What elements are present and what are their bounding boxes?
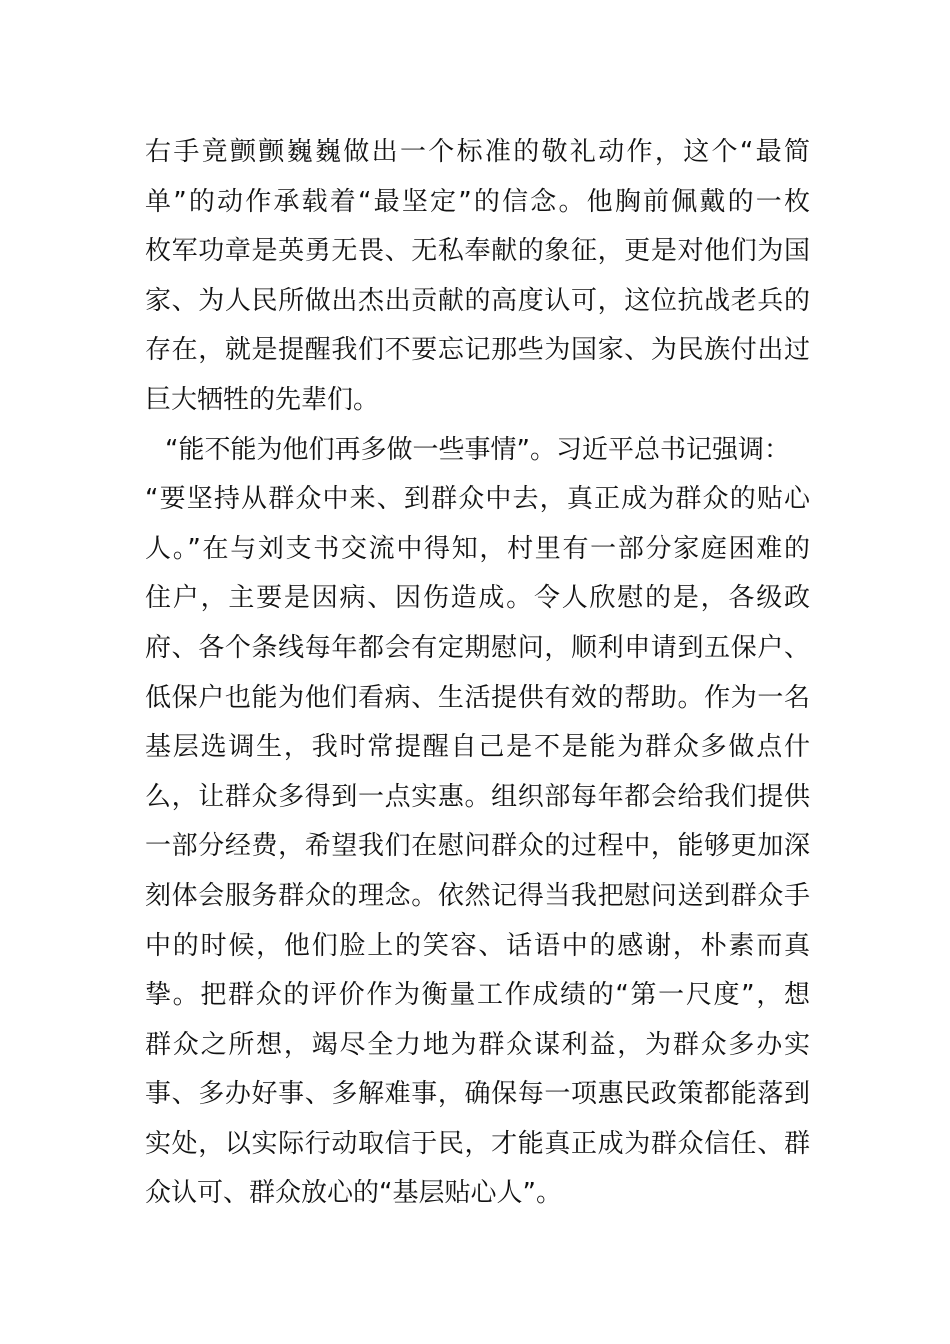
text-line: 右手竟颤颤巍巍做出一个标准的敬礼动作，这个“最简 <box>145 137 810 167</box>
text-line: 事、多办好事、多解难事，确保每一项惠民政策都能落到 <box>145 1079 810 1110</box>
text-line: 巨大牺牲的先辈们。 <box>145 384 380 415</box>
text-line: 刻体会服务群众的理念。依然记得当我把慰问送到群众手 <box>145 880 810 911</box>
text-line: 住户，主要是因病、因伤造成。令人欣慰的是，各级政 <box>145 583 810 614</box>
text-line: 存在，就是提醒我们不要忘记那些为国家、为民族付出过 <box>145 335 810 366</box>
text-line: 实处，以实际行动取信于民，才能真正成为群众信任、群 <box>145 1128 810 1159</box>
text-line: 枚军功章是英勇无畏、无私奉献的象征，更是对他们为国 <box>145 236 810 267</box>
text-line: 一部分经费，希望我们在慰问群众的过程中，能够更加深 <box>145 831 810 862</box>
text-line: 挚。把群众的评价作为衡量工作成绩的“第一尺度”，想 <box>145 980 810 1011</box>
text-line: 单”的动作承载着“最坚定”的信念。他胸前佩戴的一枚 <box>145 186 810 217</box>
text-line: 群众之所想，竭尽全力地为群众谋利益，为群众多办实 <box>145 1029 810 1060</box>
paragraph-1 <box>145 128 810 426</box>
text-line: 府、各个条线每年都会有定期慰问，顺利申请到五保户、 <box>145 632 810 663</box>
text-line: 众认可、群众放心的“基层贴心人”。 <box>145 1178 562 1209</box>
text-line: “能不能为他们再多做一些事情”。习近平总书记强调： <box>165 434 790 465</box>
text-line: 中的时候，他们脸上的笑容、话语中的感谢，朴素而真 <box>145 930 810 961</box>
text-line: 么，让群众多得到一点实惠。组织部每年都会给我们提供 <box>145 781 810 812</box>
paragraph-2 <box>145 426 810 1220</box>
text-line: 人。”在与刘支书交流中得知，村里有一部分家庭困难的 <box>145 533 810 564</box>
document-body <box>145 128 810 1219</box>
text-line: 低保户也能为他们看病、生活提供有效的帮助。作为一名 <box>145 682 810 713</box>
text-line: “要坚持从群众中来、到群众中去，真正成为群众的贴心 <box>145 484 810 515</box>
text-line: 家、为人民所做出杰出贡献的高度认可，这位抗战老兵的 <box>145 285 810 316</box>
text-line: 基层选调生，我时常提醒自己是不是能为群众多做点什 <box>145 732 810 763</box>
